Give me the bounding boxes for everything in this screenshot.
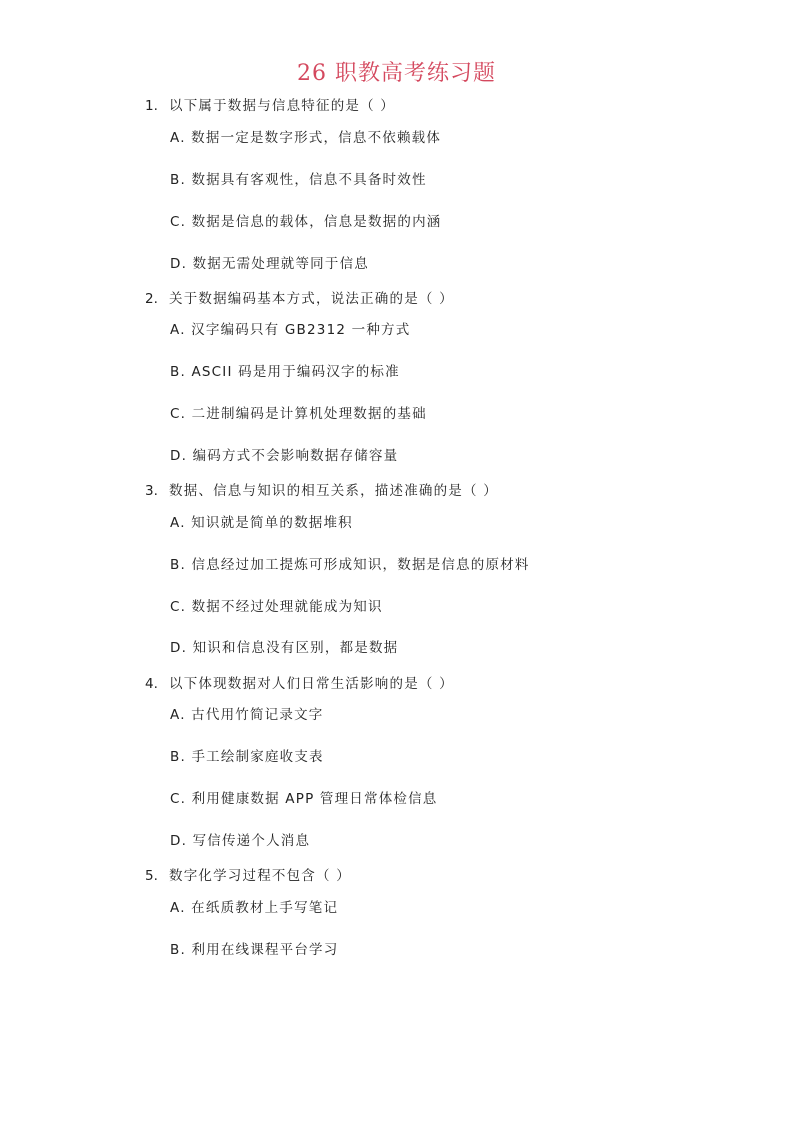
question-4-stem xyxy=(145,674,454,694)
question-1-option-c: C. 数据是信息的载体，信息是数据的内涵 xyxy=(170,214,442,230)
page-title: 26 职教高考练习题 xyxy=(297,61,496,86)
question-5-stem xyxy=(145,866,351,886)
question-3-option-d: D. 知识和信息没有区别，都是数据 xyxy=(170,640,399,656)
question-1-option-b: B. 数据具有客观性，信息不具备时效性 xyxy=(170,172,427,188)
question-4-option-c: C. 利用健康数据 APP 管理日常体检信息 xyxy=(170,791,438,807)
question-3-option-b: B. 信息经过加工提炼可形成知识，数据是信息的原材料 xyxy=(170,557,530,573)
question-3-option-a: A. 知识就是简单的数据堆积 xyxy=(170,515,353,531)
question-1-option-a: A. 数据一定是数字形式，信息不依赖载体 xyxy=(170,130,442,146)
question-2-option-d: D. 编码方式不会影响数据存储容量 xyxy=(170,448,399,464)
question-5-option-b: B. 利用在线课程平台学习 xyxy=(170,942,339,958)
question-4-option-a: A. 古代用竹简记录文字 xyxy=(170,707,324,723)
question-number: 1. xyxy=(145,98,158,114)
question-text: 关于数据编码基本方式，说法正确的是（ ） xyxy=(169,291,454,307)
question-text: 数据、信息与知识的相互关系，描述准确的是（ ） xyxy=(169,483,498,499)
question-2-option-c: C. 二进制编码是计算机处理数据的基础 xyxy=(170,406,427,422)
question-number: 3. xyxy=(145,483,158,499)
question-2-option-a: A. 汉字编码只有 GB2312 一种方式 xyxy=(170,322,411,338)
question-3-stem xyxy=(145,481,498,501)
question-2-option-b: B. ASCII 码是用于编码汉字的标准 xyxy=(170,364,400,380)
question-number: 2. xyxy=(145,291,158,307)
question-3-option-c: C. 数据不经过处理就能成为知识 xyxy=(170,599,383,615)
question-text: 数字化学习过程不包含（ ） xyxy=(169,868,351,884)
question-text: 以下体现数据对人们日常生活影响的是（ ） xyxy=(169,676,454,692)
question-1-stem xyxy=(145,96,395,116)
question-4-option-d: D. 写信传递个人消息 xyxy=(170,833,311,849)
question-1-option-d: D. 数据无需处理就等同于信息 xyxy=(170,256,369,272)
question-4-option-b: B. 手工绘制家庭收支表 xyxy=(170,749,324,765)
question-text: 以下属于数据与信息特征的是（ ） xyxy=(169,98,395,114)
question-5-option-a: A. 在纸质教材上手写笔记 xyxy=(170,900,339,916)
question-2-stem xyxy=(145,289,454,309)
question-number: 4. xyxy=(145,676,158,692)
question-number: 5. xyxy=(145,868,158,884)
